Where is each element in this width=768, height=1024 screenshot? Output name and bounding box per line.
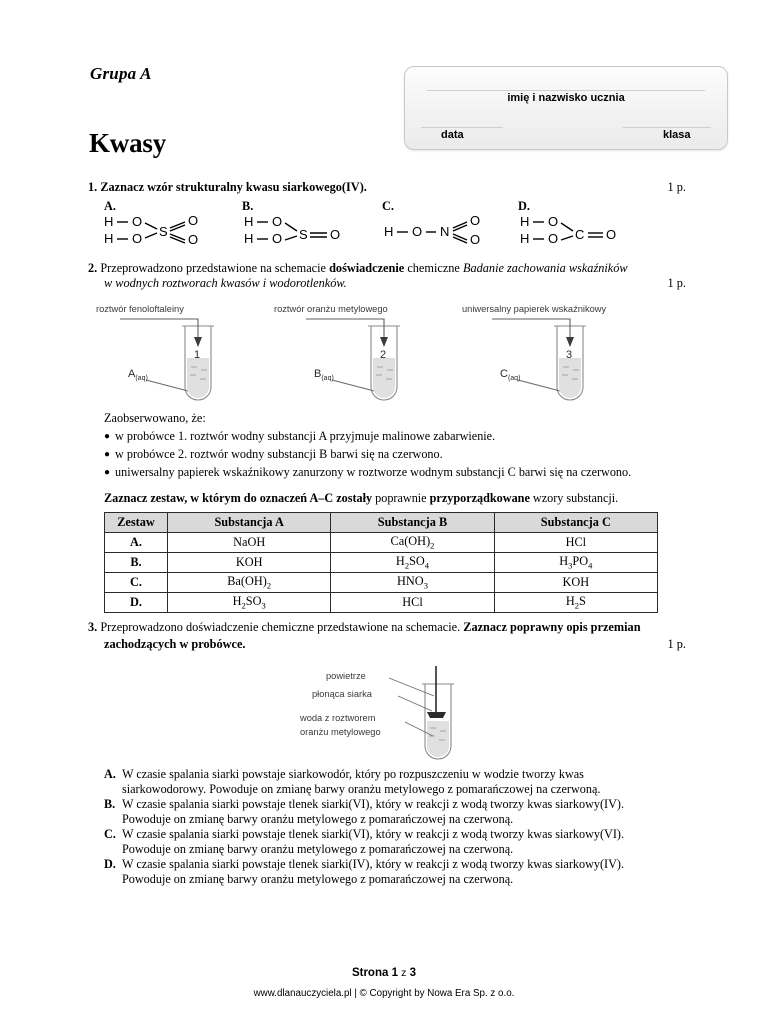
group-label: Grupa A	[90, 64, 152, 83]
question-3-points: 1 p.	[667, 637, 686, 651]
svg-text:3: 3	[566, 349, 573, 361]
question-2-number: 2.	[88, 261, 98, 275]
page-number-total: 3	[409, 967, 417, 979]
svg-text:S: S	[299, 227, 308, 242]
question-3-answer-a[interactable]	[104, 767, 684, 796]
schematic-label-plonaca-siarka: płonąca siarka	[312, 689, 372, 699]
svg-text:O: O	[470, 232, 481, 247]
instruction-part-reg2: wzory substancji.	[532, 491, 619, 505]
student-id-box	[404, 66, 728, 150]
svg-text:H: H	[244, 214, 254, 229]
q1-formula-b[interactable]	[242, 212, 354, 248]
svg-text:O: O	[272, 231, 283, 246]
svg-text:1: 1	[194, 349, 201, 361]
class-label: klasa	[663, 129, 691, 141]
row-d-set: D.	[105, 593, 168, 613]
schematic-label-woda: woda z roztworem	[300, 713, 376, 723]
row-b-substance-b: $H_2SO_4$	[331, 553, 494, 573]
svg-text:O: O	[188, 232, 199, 247]
svg-text:O: O	[272, 214, 283, 229]
col-header-substancja-a: Substancja A	[168, 513, 331, 533]
row-a-substance-c: HCl	[494, 533, 657, 553]
q1-formula-d[interactable]	[518, 212, 630, 248]
name-label: imię i nazwisko ucznia	[507, 92, 625, 104]
page-title: Kwasy	[89, 128, 167, 158]
tube-label-a: $A_{(aq)}$	[128, 368, 148, 383]
question-3-answer-b[interactable]	[104, 797, 684, 826]
row-b-substance-c: $H_3PO_4$	[494, 553, 657, 573]
question-3-prompt-bold-2: zachodzących w probówce.	[104, 637, 246, 651]
q1-formula-c[interactable]	[382, 212, 494, 248]
svg-text:O: O	[470, 213, 481, 228]
answer-d-line-1: W czasie spalania siarki powstaje tlenek siarki(IV), który w reakcji z wodą tworzy kwas siarkowy(IV).	[122, 857, 624, 871]
table-row[interactable]	[105, 553, 658, 573]
substance-table	[104, 512, 658, 613]
bullet-icon: ●	[104, 467, 111, 478]
question-2-text	[88, 261, 682, 276]
question-2-instruction	[104, 491, 618, 506]
schematic-caption-3: uniwersalny papierek wskaźnikowy	[462, 304, 607, 314]
svg-text:O: O	[548, 214, 559, 229]
row-a-substance-a: NaOH	[168, 533, 331, 553]
instruction-part-1: Zaznacz zestaw, w którym do oznaczeń A–C zostały	[104, 491, 373, 505]
col-header-substancja-b: Substancja B	[331, 513, 494, 533]
svg-text:H: H	[104, 214, 114, 229]
q1-formula-a[interactable]	[102, 212, 214, 248]
row-b-set: B.	[105, 553, 168, 573]
row-c-substance-c: KOH	[494, 573, 657, 593]
question-3-schematic	[300, 666, 500, 762]
question-3-answer-d[interactable]	[104, 857, 684, 886]
svg-text:O: O	[606, 227, 617, 242]
q1-option-a-letter[interactable]: A.	[104, 199, 116, 213]
row-b-substance-a: KOH	[168, 553, 331, 573]
schematic-label-powietrze: powietrze	[326, 671, 366, 681]
svg-text:O: O	[188, 213, 199, 228]
question-2-prompt-2: chemiczne	[407, 261, 460, 275]
question-2-prompt-italic-2: w wodnych roztworach kwasów i wodorotlenków.	[104, 276, 347, 290]
svg-text:C: C	[575, 227, 585, 242]
page-number-strona: Strona 1	[351, 967, 398, 979]
row-c-set: C.	[105, 573, 168, 593]
observation-item-3: ● uniwersalny papierek wskaźnikowy zanurzony w roztworze wodnym substancji C barwi się na czerwono.	[104, 465, 632, 479]
row-d-substance-c: $H_2S$	[494, 593, 657, 613]
bullet-icon: ●	[104, 449, 111, 460]
page-number	[0, 967, 768, 979]
col-header-substancja-c: Substancja C	[494, 513, 657, 533]
answer-b-letter: B.	[104, 797, 116, 811]
question-2-prompt-1: Przeprowadzono przedstawione na schemacie	[100, 261, 326, 275]
svg-text:O: O	[132, 214, 143, 229]
answer-d-letter: D.	[104, 857, 116, 871]
q1-option-c-letter[interactable]: C.	[382, 199, 394, 213]
svg-text:O: O	[132, 231, 143, 246]
page-number-z: z	[401, 967, 407, 979]
schematic-caption-1: roztwór fenoloftaleiny	[96, 304, 184, 314]
svg-text:S: S	[159, 224, 168, 239]
tube-label-c: $C_{(aq)}$	[500, 368, 521, 383]
question-1-text	[88, 180, 367, 195]
instruction-part-reg: poprawnie	[375, 491, 427, 505]
question-3-text	[88, 620, 682, 635]
row-d-substance-a: $H_2SO_3$	[168, 593, 331, 613]
svg-text:H: H	[520, 214, 530, 229]
question-2-prompt-bold: doświadczenie	[329, 261, 405, 275]
table-row[interactable]	[105, 593, 658, 613]
question-3-answer-c[interactable]	[104, 827, 684, 856]
table-header-row	[105, 513, 658, 533]
observation-header: Zaobserwowano, że:	[104, 411, 206, 425]
footer-copyright: www.dlanauczyciela.pl | © Copyright by Nowa Era Sp. z o.o.	[253, 988, 515, 999]
schematic-label-oranz: oranżu metylowego	[300, 727, 381, 737]
bullet-icon: ●	[104, 431, 111, 442]
class-rule-line	[623, 127, 711, 128]
q1-option-b-letter[interactable]: B.	[242, 199, 254, 213]
col-header-zestaw: Zestaw	[105, 513, 168, 533]
table-row[interactable]	[105, 573, 658, 593]
row-c-substance-b: $HNO_3$	[331, 573, 494, 593]
table-row[interactable]	[105, 533, 658, 553]
row-c-substance-a: $Ba(OH)_2$	[168, 573, 331, 593]
question-1-prompt: Zaznacz wzór strukturalny kwasu siarkowego(IV).	[100, 180, 367, 194]
instruction-part-2: przyporządkowane	[429, 491, 530, 505]
observation-item-1: ● w probówce 1. roztwór wodny substancji A przyjmuje malinowe zabarwienie.	[104, 429, 496, 443]
svg-text:O: O	[412, 224, 423, 239]
svg-text:H: H	[520, 231, 530, 246]
answer-a-line-1: W czasie spalania siarki powstaje siarkowodór, który po rozpuszczeniu w wodzie tworzy kwas	[122, 767, 584, 781]
answer-c-line-2: Powoduje on zmianę barwy oranżu metylowego z pomarańczowej na czerwoną.	[122, 841, 514, 856]
svg-text:O: O	[548, 231, 559, 246]
row-a-set: A.	[105, 533, 168, 553]
schematic-caption-2: roztwór oranżu metylowego	[274, 304, 388, 314]
svg-text:H: H	[244, 231, 254, 246]
svg-text:N: N	[440, 224, 450, 239]
date-rule-line	[421, 127, 503, 128]
answer-a-line-2: siarkowodorowy. Powoduje on zmianę barwy oranżu metylowego z pomarańczowej na czerwoną.	[122, 781, 601, 796]
question-2-prompt-italic-1: Badanie zachowania wskaźników	[462, 261, 628, 275]
question-2-schematic	[88, 304, 688, 404]
question-3-prompt-bold-1: Zaznacz poprawny opis przemian	[463, 620, 641, 634]
name-rule-line	[427, 90, 705, 91]
svg-text:H: H	[384, 224, 394, 239]
row-d-substance-b: HCl	[331, 593, 494, 613]
row-a-substance-b: $Ca(OH)_2$	[331, 533, 494, 553]
svg-text:2: 2	[380, 349, 387, 361]
question-3-prompt-1: Przeprowadzono doświadczenie chemiczne przedstawione na schemacie.	[100, 620, 461, 634]
q1-option-d-letter[interactable]: D.	[518, 199, 530, 213]
answer-d-line-2: Powoduje on zmianę barwy oranżu metylowego z pomarańczowej na czerwoną.	[122, 871, 514, 886]
answer-a-letter: A.	[104, 767, 116, 781]
question-2-points: 1 p.	[667, 276, 686, 290]
tube-label-b: $B_{(aq)}$	[314, 368, 334, 383]
answer-b-line-1: W czasie spalania siarki powstaje tlenek siarki(VI), który w reakcji z wodą tworzy kwas siarkowy(IV).	[122, 797, 624, 811]
question-3-number: 3.	[88, 620, 98, 634]
svg-text:H: H	[104, 231, 114, 246]
answer-c-line-1: W czasie spalania siarki powstaje tlenek siarki(VI), który w reakcji z wodą tworzy kwas siarkowy(VI).	[122, 827, 624, 841]
question-1-number: 1.	[88, 180, 98, 194]
question-1-points: 1 p.	[667, 180, 686, 194]
answer-b-line-2: Powoduje on zmianę barwy oranżu metylowego z pomarańczowej na czerwoną.	[122, 811, 514, 826]
answer-c-letter: C.	[104, 827, 116, 841]
svg-text:O: O	[330, 227, 341, 242]
observation-item-2: ● w probówce 2. roztwór wodny substancji B barwi się na czerwono.	[104, 447, 443, 461]
date-label: data	[441, 129, 464, 141]
